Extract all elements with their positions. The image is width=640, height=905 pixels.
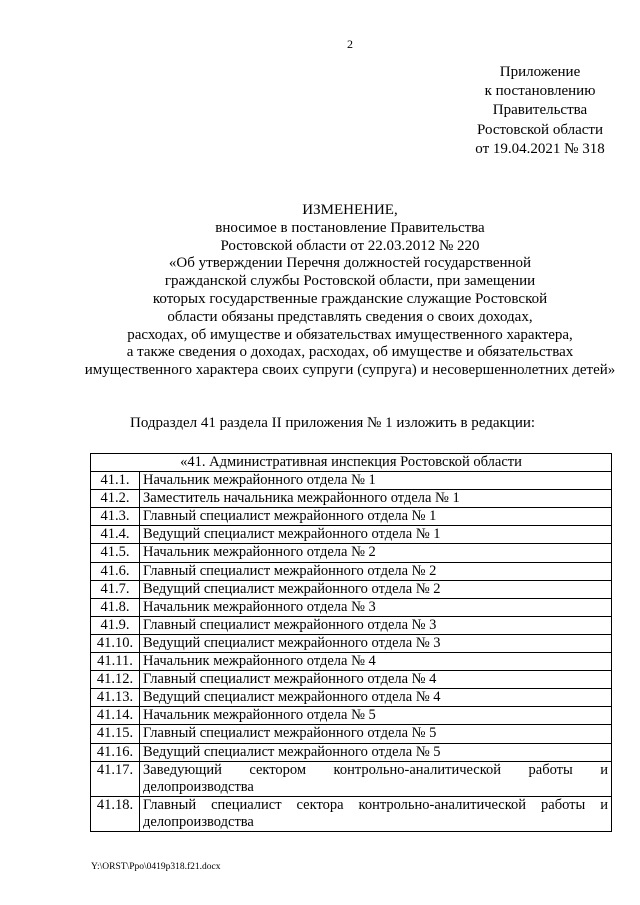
heading-line: гражданской службы Ростовской области, при замещении bbox=[164, 273, 536, 290]
row-text: Главный специалист межрайонного отдела № 5 bbox=[140, 725, 612, 743]
appendix-line: Приложение bbox=[499, 64, 581, 80]
appendix-block bbox=[440, 63, 640, 159]
row-text: Начальник межрайонного отдела № 5 bbox=[140, 707, 612, 725]
row-number: 41.16. bbox=[91, 743, 140, 761]
table-row bbox=[91, 490, 612, 508]
page-number: 2 bbox=[347, 37, 353, 51]
table-row bbox=[91, 689, 612, 707]
row-text: Начальник межрайонного отдела № 3 bbox=[140, 598, 612, 616]
row-text: Начальник межрайонного отдела № 4 bbox=[140, 653, 612, 671]
table-row bbox=[91, 634, 612, 652]
heading-line: области обязаны представлять сведения о своих доходах, bbox=[167, 308, 533, 325]
row-text: Заведующий сектором контрольно-аналитической работы и делопроизводства bbox=[140, 761, 612, 796]
table-row bbox=[91, 616, 612, 634]
row-number: 41.17. bbox=[91, 761, 140, 796]
row-text: Заместитель начальника межрайонного отдела № 1 bbox=[140, 490, 612, 508]
row-text: Главный специалист сектора контрольно-аналитической работы и делопроизводства bbox=[140, 796, 612, 831]
row-text: Ведущий специалист межрайонного отдела № 5 bbox=[140, 743, 612, 761]
intro-paragraph: Подраздел 41 раздела II приложения № 1 изложить в редакции: bbox=[130, 415, 536, 431]
heading-line: имущественного характера своих супруги (супруга) и несовершеннолетних детей» bbox=[84, 362, 616, 379]
row-number: 41.15. bbox=[91, 725, 140, 743]
table-row bbox=[91, 472, 612, 490]
row-number: 41.4. bbox=[91, 526, 140, 544]
row-number: 41.6. bbox=[91, 562, 140, 580]
row-text: Главный специалист межрайонного отдела № 1 bbox=[140, 508, 612, 526]
table-row bbox=[91, 707, 612, 725]
table-row bbox=[91, 562, 612, 580]
row-text: Начальник межрайонного отдела № 2 bbox=[140, 544, 612, 562]
row-number: 41.5. bbox=[91, 544, 140, 562]
row-number: 41.13. bbox=[91, 689, 140, 707]
row-number: 41.10. bbox=[91, 634, 140, 652]
row-number: 41.1. bbox=[91, 472, 140, 490]
row-number: 41.2. bbox=[91, 490, 140, 508]
row-number: 41.11. bbox=[91, 653, 140, 671]
row-text: Ведущий специалист межрайонного отдела № 3 bbox=[140, 634, 612, 652]
heading-line: расходах, об имуществе и обязательствах имущественного характера, bbox=[127, 326, 573, 343]
heading-line: «Об утверждении Перечня должностей государственной bbox=[168, 255, 532, 272]
table-row bbox=[91, 653, 612, 671]
file-path-footer: Y:\ORST\Ppo\0419p318.f21.docx bbox=[91, 862, 221, 872]
row-number: 41.3. bbox=[91, 508, 140, 526]
table-row bbox=[91, 671, 612, 689]
row-number: 41.14. bbox=[91, 707, 140, 725]
row-text: Ведущий специалист межрайонного отдела № 2 bbox=[140, 580, 612, 598]
appendix-line: Правительства bbox=[492, 102, 588, 119]
row-number: 41.8. bbox=[91, 598, 140, 616]
row-text: Ведущий специалист межрайонного отдела № 1 bbox=[140, 526, 612, 544]
row-number: 41.7. bbox=[91, 580, 140, 598]
row-text: Ведущий специалист межрайонного отдела № 4 bbox=[140, 689, 612, 707]
table-header: «41. Административная инспекция Ростовской области bbox=[91, 454, 612, 472]
table-row bbox=[91, 796, 612, 831]
table-row bbox=[91, 508, 612, 526]
row-text: Начальник межрайонного отдела № 1 bbox=[140, 472, 612, 490]
appendix-line: к постановлению bbox=[484, 83, 596, 100]
table-row bbox=[91, 761, 612, 796]
heading-line: а также сведения о доходах, расходах, об имуществе и обязательствах bbox=[126, 344, 574, 361]
table-row bbox=[91, 743, 612, 761]
table-row bbox=[91, 725, 612, 743]
row-number: 41.18. bbox=[91, 796, 140, 831]
row-text: Главный специалист межрайонного отдела № 2 bbox=[140, 562, 612, 580]
table-row bbox=[91, 526, 612, 544]
appendix-line: от 19.04.2021 № 318 bbox=[475, 140, 605, 157]
table-row bbox=[91, 598, 612, 616]
row-number: 41.12. bbox=[91, 671, 140, 689]
heading-line: Ростовской области от 22.03.2012 № 220 bbox=[220, 237, 480, 254]
row-text: Главный специалист межрайонного отдела № 3 bbox=[140, 616, 612, 634]
table-header-row bbox=[91, 454, 612, 472]
table-row bbox=[91, 580, 612, 598]
row-text: Главный специалист межрайонного отдела № 4 bbox=[140, 671, 612, 689]
row-number: 41.9. bbox=[91, 616, 140, 634]
heading-line: которых государственные гражданские служащие Ростовской bbox=[152, 290, 548, 307]
table-row bbox=[91, 544, 612, 562]
heading-line: вносимое в постановление Правительства bbox=[215, 219, 485, 236]
document-heading bbox=[40, 202, 640, 380]
heading-title: ИЗМЕНЕНИЕ, bbox=[302, 202, 398, 218]
positions-table bbox=[90, 453, 612, 832]
appendix-line: Ростовской области bbox=[477, 121, 603, 138]
